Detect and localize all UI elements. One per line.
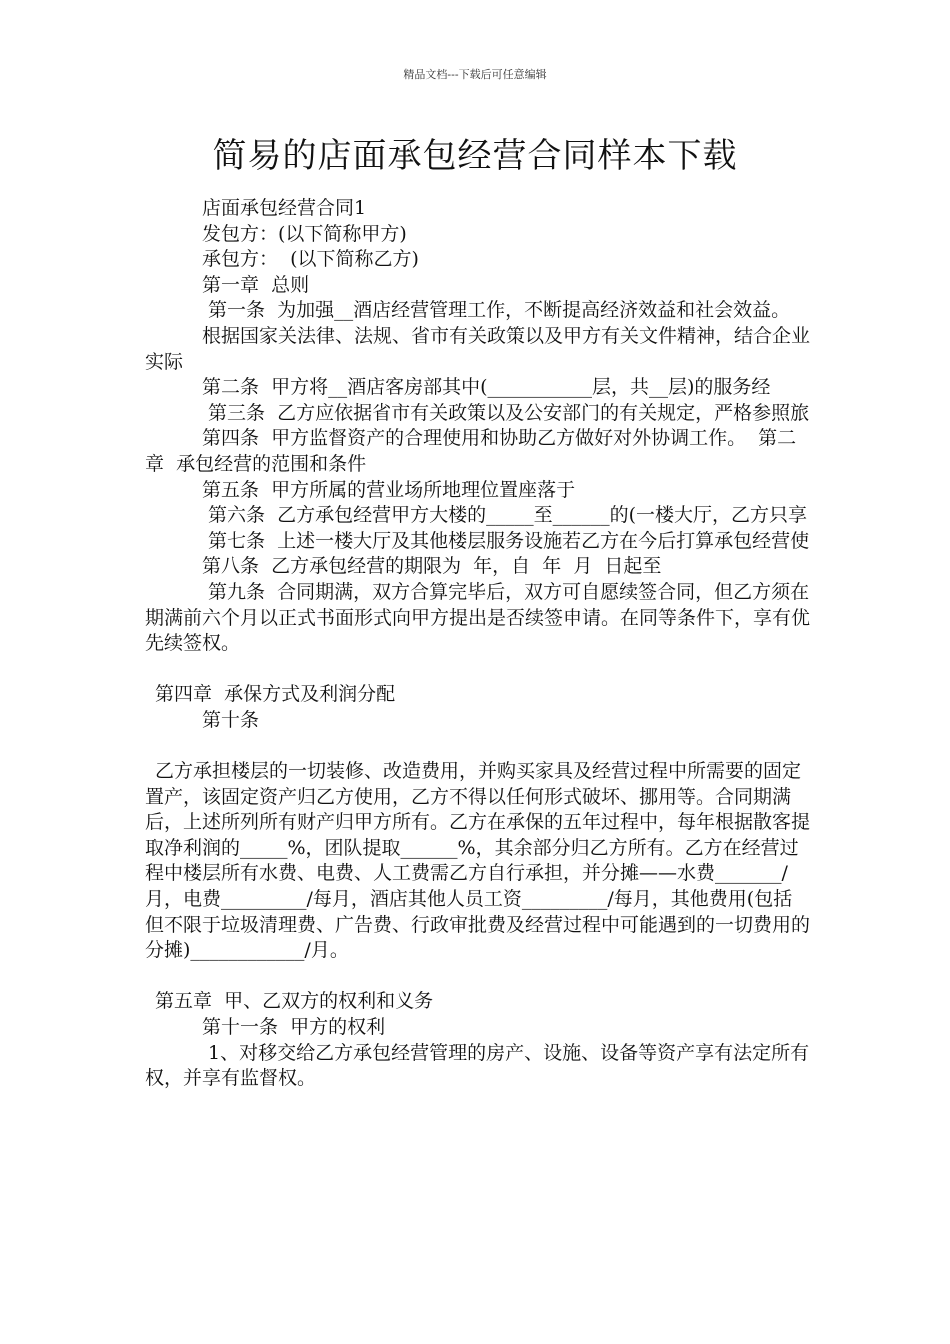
article-paragraph: 第六条 乙方承包经营甲方大楼的_____至______的(一楼大厅，乙方只享	[202, 504, 808, 527]
article-paragraph: 第八条 乙方承包经营的期限为 年，自 年 月 日起至	[202, 555, 662, 578]
chapter-heading: 第四章 承保方式及利润分配	[155, 683, 396, 706]
contractor-line: 承包方： (以下简称乙方)	[202, 248, 419, 271]
contract-body	[145, 196, 810, 1092]
article-paragraph: 第七条 上述一楼大厅及其他楼层服务设施若乙方在今后打算承包经营使	[202, 529, 810, 552]
article-heading: 第十一条 甲方的权利	[202, 1016, 386, 1038]
document-title: 简易的店面承包经营合同样本下载	[212, 136, 738, 176]
paragraph-spacer	[145, 964, 810, 990]
article-heading: 第十条	[202, 708, 260, 731]
article-paragraph: 第一条 为加强__酒店经营管理工作，不断提高经济效益和社会效益。	[202, 299, 791, 322]
paragraph-spacer	[145, 657, 810, 683]
chapter-heading: 第一章 总则	[202, 273, 310, 296]
issuer-line: 发包方：(以下简称甲方)	[202, 222, 407, 245]
article-paragraph: 第三条 乙方应依据省市有关政策以及公安部门的有关规定，严格参照旅	[202, 401, 810, 424]
chapter-heading: 第五章 甲、乙双方的权利和义务	[155, 990, 434, 1013]
contract-subtitle: 店面承包经营合同1	[202, 197, 367, 219]
article-paragraph: 第五条 甲方所属的营业场所地理位置座落于	[202, 478, 576, 501]
article-paragraph: 第二条 甲方将__酒店客房部其中(___________层，共__层)的服务经	[202, 376, 771, 399]
article-paragraph: 1、对移交给乙方承包经营管理的房产、设施、设备等资产享有法定所有权，并享有监督权。	[145, 1041, 810, 1090]
article-paragraph: 第九条 合同期满，双方合算完毕后，双方可自愿续签合同，但乙方须在期满前六个月以正式书面形式向甲方提出是否续签申请。在同等条件下，享有优先续签权。	[145, 580, 811, 655]
paragraph-spacer	[145, 733, 810, 759]
page-header-note: 精品文档---下载后可任意编辑	[403, 68, 547, 81]
article-paragraph: 第四条 甲方监督资产的合理使用和协助乙方做好对外协调工作。 第二章 承包经营的范围和条件	[145, 427, 797, 475]
article-paragraph: 乙方承担楼层的一切装修、改造费用，并购买家具及经营过程中所需要的固定置产，该固定资产归乙方使用，乙方不得以任何形式破坏、挪用等。合同期满后，上述所列所有财产归甲方所有。乙方在承保的五年过程中，每年根据散客提取净利润的_____%，团队提取______%，其余部分归乙方所有。乙方在经营过程中楼层所有水费、电费、人工费需乙方自行承担，并分摊——水费_______/月，电费_________/每月，酒店其他人员工资_________/每月，其他费用(包括但不限于垃圾清理费、广告费、行政审批费及经营过程中可能遇到的一切费用的分摊)____________/月。	[145, 760, 811, 962]
article-paragraph: 根据国家关法律、法规、省市有关政策以及甲方有关文件精神，结合企业实际	[145, 324, 811, 373]
